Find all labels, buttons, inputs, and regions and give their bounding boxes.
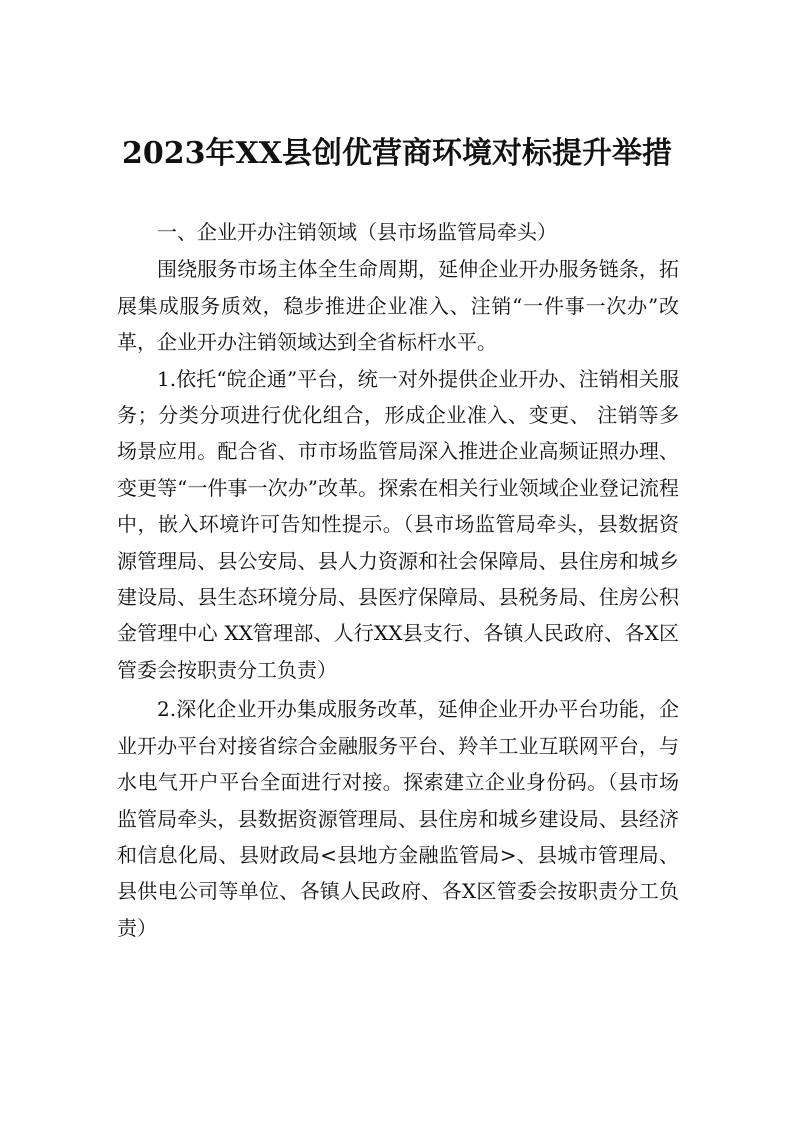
document-body (117, 214, 679, 946)
document-title: 2023年XX县创优营商环境对标提升举措 (121, 136, 673, 171)
paragraph-item-1: 1.依托“皖企通”平台，统一对外提供企业开办、注销相关服务；分类分项进行优化组合，形成企业准入、变更、 注销等多场景应用。配合省、市市场监管局深入推进企业高频证照办理、变更等“一件事一次办”改革。探索在相关行业领域企业登记流程中，嵌入环境许可告知性提示。（县市场监管局牵头，县数据资源管理局、县公安局、县人力资源和社会保障局、县住房和城乡建设局、县生态环境分局、县医疗保障局、县税务局、住房公积金管理中心 XX管理部、人行XX县支行、各镇人民政府、各X区管委会按职责分工负责） (117, 366, 679, 682)
paragraph-item-2: 2.深化企业开办集成服务改革，延伸企业开办平台功能，企业开办平台对接省综合金融服务平台、羚羊工业互联网平台，与水电气开户平台全面进行对接。探索建立企业身份码。（县市场监管局牵头，县数据资源管理局、县住房和城乡建设局、县经济和信息化局、县财政局<县地方金融监管局>、县城市管理局、县供电公司等单位、各镇人民政府、各X区管委会按职责分工负责） (117, 697, 679, 940)
paragraph-intro: 围绕服务市场主体全生命周期，延伸企业开办服务链条，拓展集成服务质效，稳步推进企业准入、注销“一件事一次办”改革，企业开办注销领域达到全省标杆水平。 (117, 257, 679, 355)
section-heading: 一、企业开办注销领域（县市场监管局牵头） (157, 220, 557, 244)
